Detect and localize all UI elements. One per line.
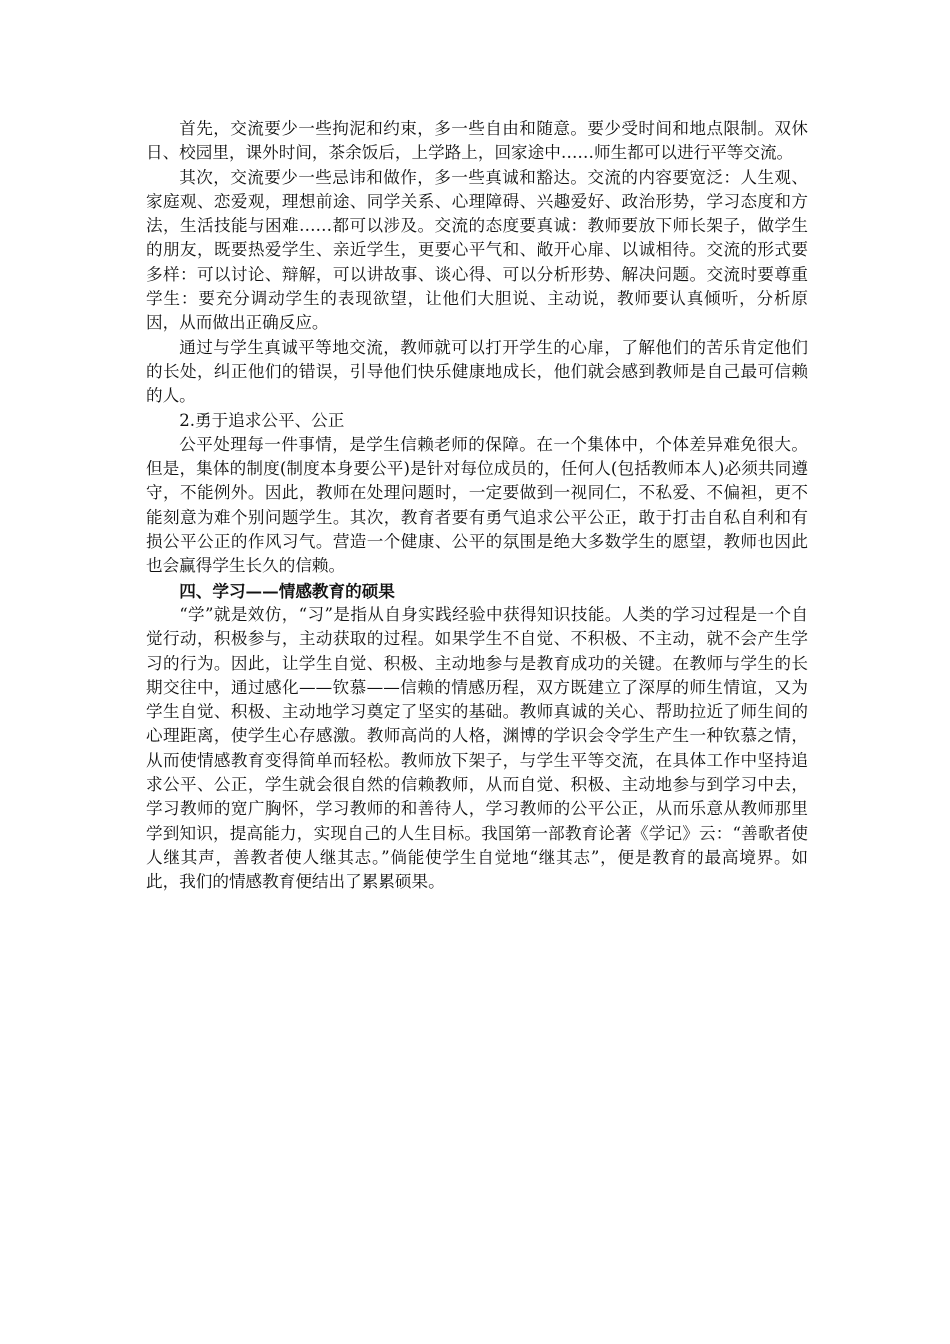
section-heading-learning: 四、学习——情感教育的硕果 bbox=[179, 580, 395, 601]
paragraph-fairness: 公平处理每一件事情，是学生信赖老师的保障。在一个集体中，个体差异难免很大。但是，集体的制度(制度本身要公平)是针对每位成员的，任何人(包括教师本人)必须共同遵守，不能例外。因此，教师在处理问题时，一定要做到一视同仁，不私爱、不偏袒，更不能刻意为难个别问题学生。其次，教育者要有勇气追求公平公正，敢于打击自私自利和有损公平公正的作风习气。营造一个健康、公平的氛围是绝大多数学生的愿望，教师也因此也会赢得学生长久的信赖。 bbox=[146, 434, 808, 576]
paragraph-communication-result: 通过与学生真诚平等地交流，教师就可以打开学生的心扉，了解他们的苦乐肯定他们的长处，纠正他们的错误，引导他们快乐健康地成长，他们就会感到教师是自己最可信赖的人。 bbox=[146, 337, 808, 406]
document-body bbox=[146, 117, 808, 895]
paragraph-communication-freedom: 首先，交流要少一些拘泥和约束，多一些自由和随意。要少受时间和地点限制。双休日、校园里，课外时间，茶余饭后，上学路上，回家途中……师生都可以进行平等交流。 bbox=[146, 119, 808, 163]
subheading-fairness: 2.勇于追求公平、公正 bbox=[179, 410, 345, 430]
paragraph-communication-sincerity: 其次，交流要少一些忌讳和做作，多一些真诚和豁达。交流的内容要宽泛：人生观、家庭观、恋爱观，理想前途、同学关系、心理障碍、兴趣爱好、政治形势，学习态度和方法，生活技能与困难……都可以涉及。交流的态度要真诚：教师要放下师长架子，做学生的朋友，既要热爱学生、亲近学生，更要心平气和、敞开心扉、以诚相待。交流的形式要多样：可以讨论、辩解，可以讲故事、谈心得、可以分析形势、解决问题。交流时要尊重学生：要充分调动学生的表现欲望，让他们大胆说、主动说，教师要认真倾听，分析原因，从而做出正确反应。 bbox=[146, 167, 808, 333]
paragraph-learning: “学”就是效仿，“习”是指从自身实践经验中获得知识技能。人类的学习过程是一个自觉行动，积极参与，主动获取的过程。如果学生不自觉、不积极、不主动，就不会产生学习的行为。因此，让学生自觉、积极、主动地参与是教育成功的关键。在教师与学生的长期交往中，通过感化——钦慕——信赖的情感历程，双方既建立了深厚的师生情谊，又为学生自觉、积极、主动地学习奠定了坚实的基础。教师真诚的关心、帮助拉近了师生间的心理距离，使学生心存感激。教师高尚的人格，渊博的学识会令学生产生一种钦慕之情，从而使情感教育变得简单而轻松。教师放下架子，与学生平等交流，在具体工作中坚持追求公平、公正，学生就会很自然的信赖教师，从而自觉、积极、主动地参与到学习中去，学习教师的宽广胸怀，学习教师的和善待人，学习教师的公平公正，从而乐意从教师那里学到知识，提高能力，实现自己的人生目标。我国第一部教育论著《学记》云：“善歌者使人继其声，善教者使人继其志。”倘能使学生自觉地“继其志”，便是教育的最高境界。如此，我们的情感教育便结出了累累硕果。 bbox=[146, 604, 808, 892]
